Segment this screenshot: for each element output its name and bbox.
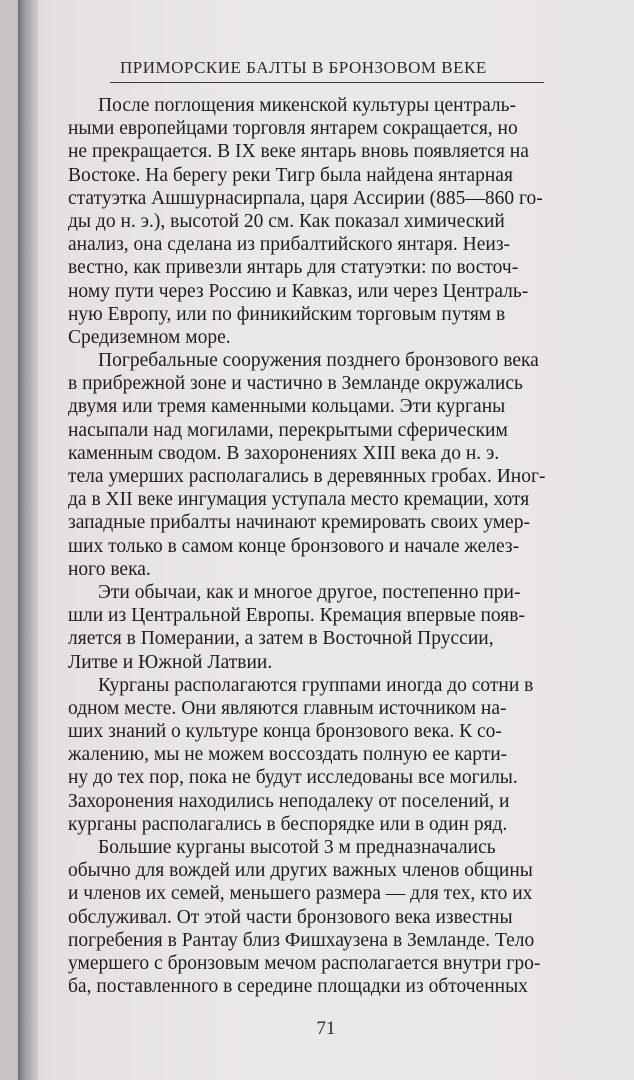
text-line: умершего с бронзовым мечом располагается внутри гро- [68,952,541,974]
text-line: тела умерших располагались в деревянных гробах. Иног- [68,466,546,487]
text-line: Востоке. На берегу реки Тигр была найдена янтарная [68,164,513,186]
text-line: ды до н. э.), высотой 20 см. Как показал химический [68,210,505,232]
page-edge-shadow [18,0,38,1080]
text-line: Средиземном море. [68,326,231,348]
text-line: курганы располагались в беспорядке или в один ряд. [68,813,508,835]
text-line: ному пути через Россию и Кавказ, или через Централь- [68,280,529,302]
text-line: двумя или тремя каменными кольцами. Эти курганы [68,396,506,418]
text-line: Литве и Южной Латвии. [68,651,273,673]
text-line: каменным сводом. В захоронениях XIII века до н. э. [68,442,500,464]
text-line: не прекращается. В IX веке янтарь вновь появляется на [68,141,529,163]
text-line: в прибрежной зоне и частично в Земланде окружались [68,373,523,395]
text-line: ную Европу, или по финикийским торговым путям в [68,303,506,325]
text-line: ного века. [68,558,151,580]
text-line: статуэтка Ашшурнасирпала, царя Ассирии (885—860 го- [68,187,543,209]
book-page [18,0,634,1080]
text-line: да в XII веке ингумация уступала место кремации, хотя [68,489,530,511]
text-line: ляется в Померании, а затем в Восточной Пруссии, [68,628,494,650]
text-line: ших знаний о культуре конца бронзового века. К со- [68,721,502,743]
text-line: обычно для вождей или других важных членов общины [68,860,533,882]
text-line: и членов их семей, меньшего размера — для тех, кто их [68,883,533,905]
text-line: насыпали над могилами, перекрытыми сферическим [68,419,508,441]
text-line: Захоронения находились неподалеку от поселений, и [68,790,510,812]
page-number: 71 [316,1018,336,1039]
text-line: После поглощения микенской культуры централь- [98,95,517,116]
running-title: ПРИМОРСКИЕ БАЛТЫ В БРОНЗОВОМ ВЕКЕ [120,58,487,77]
text-line: Большие курганы высотой 3 м предназначались [98,837,496,858]
text-line: жалению, мы не можем воссоздать полную ее карти- [68,744,508,766]
header-rule [110,82,544,83]
text-line: западные прибалты начинают кремировать своих умер- [68,512,530,534]
text-line: ба, поставленного в середине площадки из обточенных [68,976,528,998]
text-line: обслуживал. От этой части бронзового века известны [68,906,513,928]
text-line: Эти обычаи, как и многое другое, постепенно при- [98,581,521,603]
text-line: Курганы располагаются группами иногда до сотни в [98,674,534,696]
text-line: вестно, как привезли янтарь для статуэтки: по восточ- [68,257,519,279]
text-line: шли из Центральной Европы. Кремация впервые появ- [68,605,525,627]
body-text [68,94,616,998]
text-line: ну до тех пор, пока не будут исследованы все могилы. [68,767,518,789]
text-line: Погребальные сооружения позднего бронзового века [98,350,539,372]
text-line: анализ, она сделана из прибалтийского янтаря. Неиз- [68,234,511,256]
text-line: погребения в Рантау близ Фишхаузена в Земланде. Тело [68,929,535,951]
text-line: одном месте. Они являются главным источником на- [68,697,507,719]
text-line: ших только в самом конце бронзового и начале желез- [68,535,520,557]
text-line: ными европейцами торговля янтарем сокращается, но [68,118,518,140]
